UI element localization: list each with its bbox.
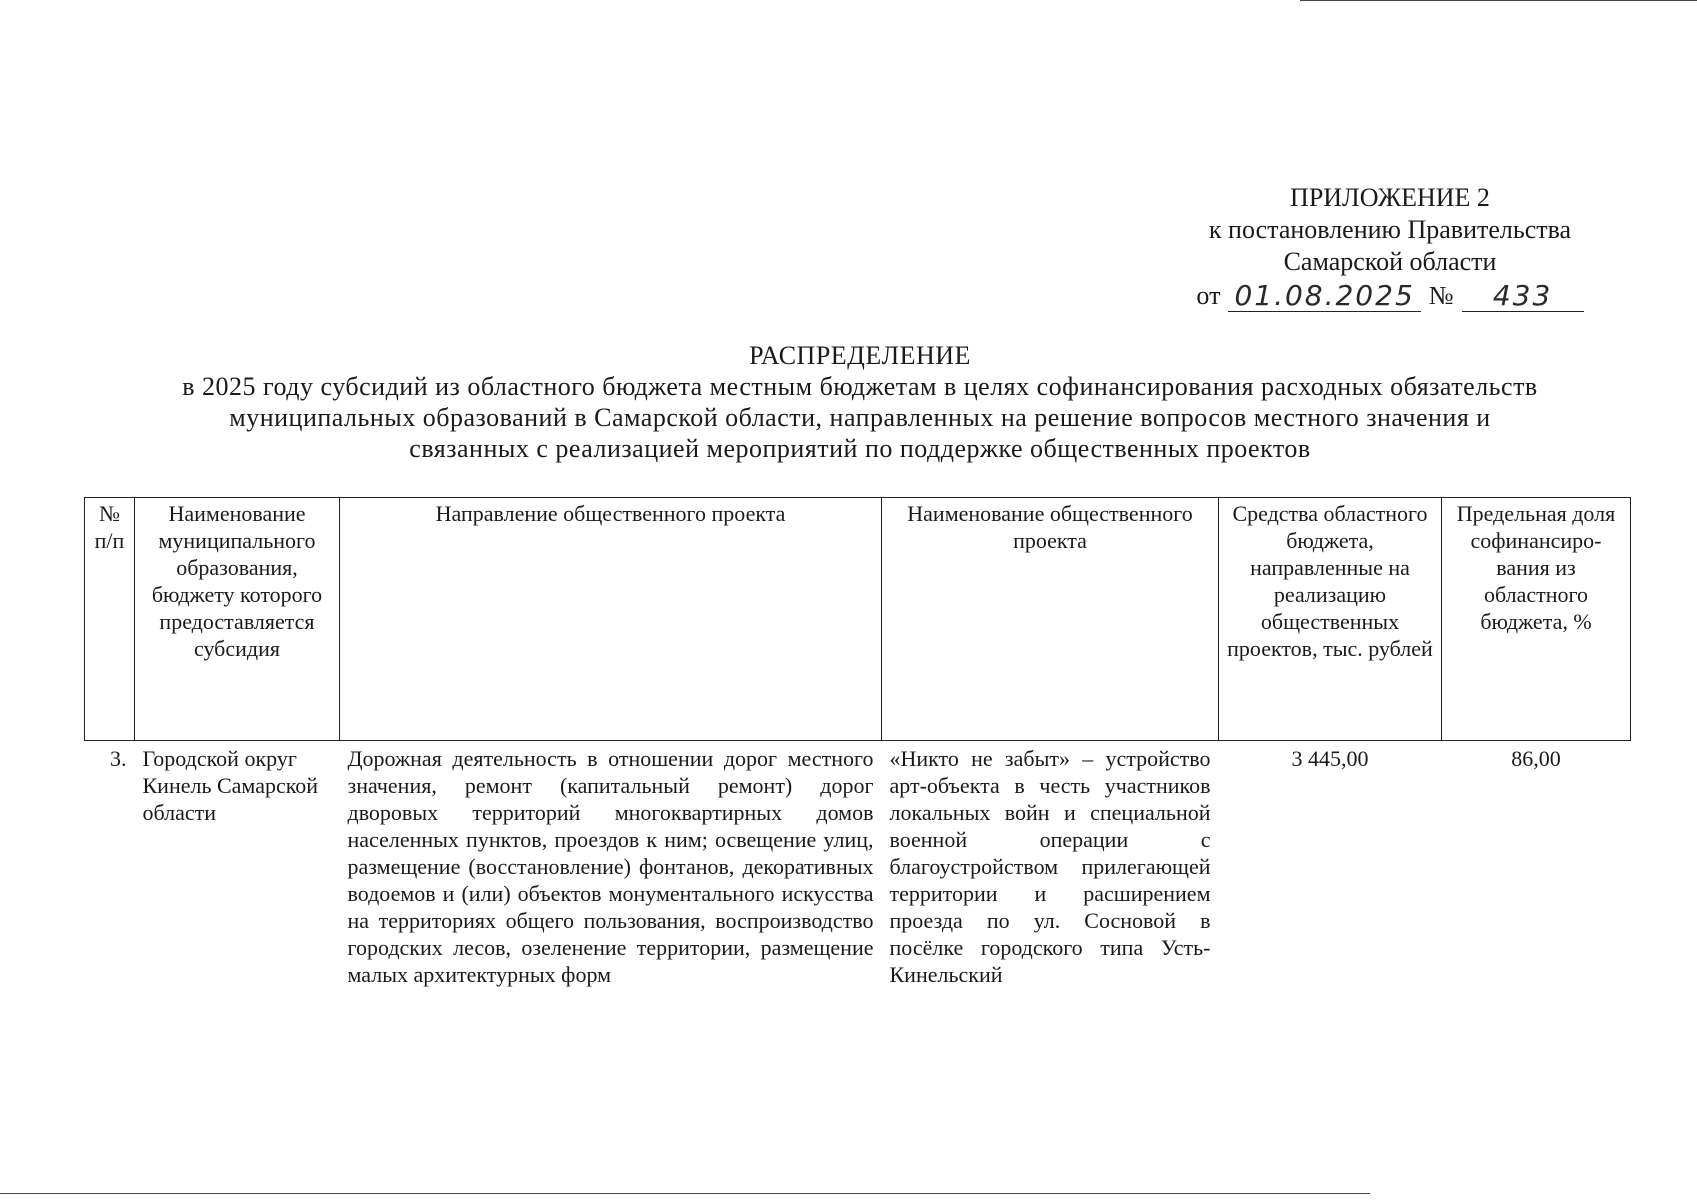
row-project-direction: Дорожная деятельность в отношении дорог местного значения, ремонт (капитальный ремонт) дорог дворовых территорий многоквартирных домов населенных пунктов, проездов к ним; освещение улиц, размещение (восстановление) фонтанов, декоративных водоемов и (или) объектов монументального искусства на территориях общего пользования, воспроизводство городских лесов, озеленение территории, размещение малых архитектурных форм <box>347 746 874 987</box>
document-title: РАСПРЕДЕЛЕНИЕ <box>749 341 971 370</box>
table-header-row <box>85 498 1631 741</box>
document-subtitle-line-2: муниципальных образований в Самарской области, направленных на решение вопросов местного значения и <box>229 403 1491 432</box>
number-sign: № <box>1428 281 1454 310</box>
header-cofinancing-share: Предельная доля софинансиро-вания из областного бюджета, % <box>1442 498 1631 741</box>
appendix-date-line <box>1140 280 1640 312</box>
appendix-region: Самарской области <box>1283 247 1497 276</box>
handwritten-number: 433 <box>1462 281 1584 312</box>
header-project-name: Наименование общественного проекта <box>882 498 1219 741</box>
row-cofinancing-share: 86,00 <box>1511 746 1561 771</box>
header-project-direction: Направление общественного проекта <box>340 498 882 741</box>
document-title-block <box>140 340 1580 464</box>
row-number: 3. <box>110 746 127 771</box>
handwritten-date: 01.08.2025 <box>1228 281 1420 312</box>
table-row <box>85 741 1631 993</box>
row-project-name: «Никто не забыт» – устройство арт-объекта в честь участников локальных войн и специальной военной операции с благоустройством прилегающей территории и расширением проезда по ул. Сосновой в посёлке городского типа Усть-Кинельский <box>889 746 1211 987</box>
appendix-reference: к постановлению Правительства <box>1208 215 1572 244</box>
row-municipality: Городской округ Кинель Самарской области <box>142 746 319 825</box>
row-regional-funds: 3 445,00 <box>1291 746 1369 771</box>
document-subtitle-line-1: в 2025 году субсидий из областного бюджета местным бюджетам в целях софинансирования расходных обязательств <box>182 372 1538 401</box>
header-municipality: Наименование муниципального образования, бюджету которого предоставляется субсидия <box>135 498 340 741</box>
bottom-edge-line <box>0 1193 1370 1194</box>
appendix-label: ПРИЛОЖЕНИЕ 2 <box>1290 183 1490 212</box>
header-number: № п/п <box>85 498 135 741</box>
document-subtitle-line-3: связанных с реализацией мероприятий по поддержке общественных проектов <box>409 434 1311 463</box>
distribution-table <box>84 497 1631 992</box>
appendix-header <box>1140 182 1640 312</box>
header-regional-funds: Средства областного бюджета, направленные на реализацию общественных проектов, тыс. рублей <box>1219 498 1442 741</box>
date-prefix: от <box>1196 281 1221 310</box>
top-edge-line <box>1300 0 1697 1</box>
